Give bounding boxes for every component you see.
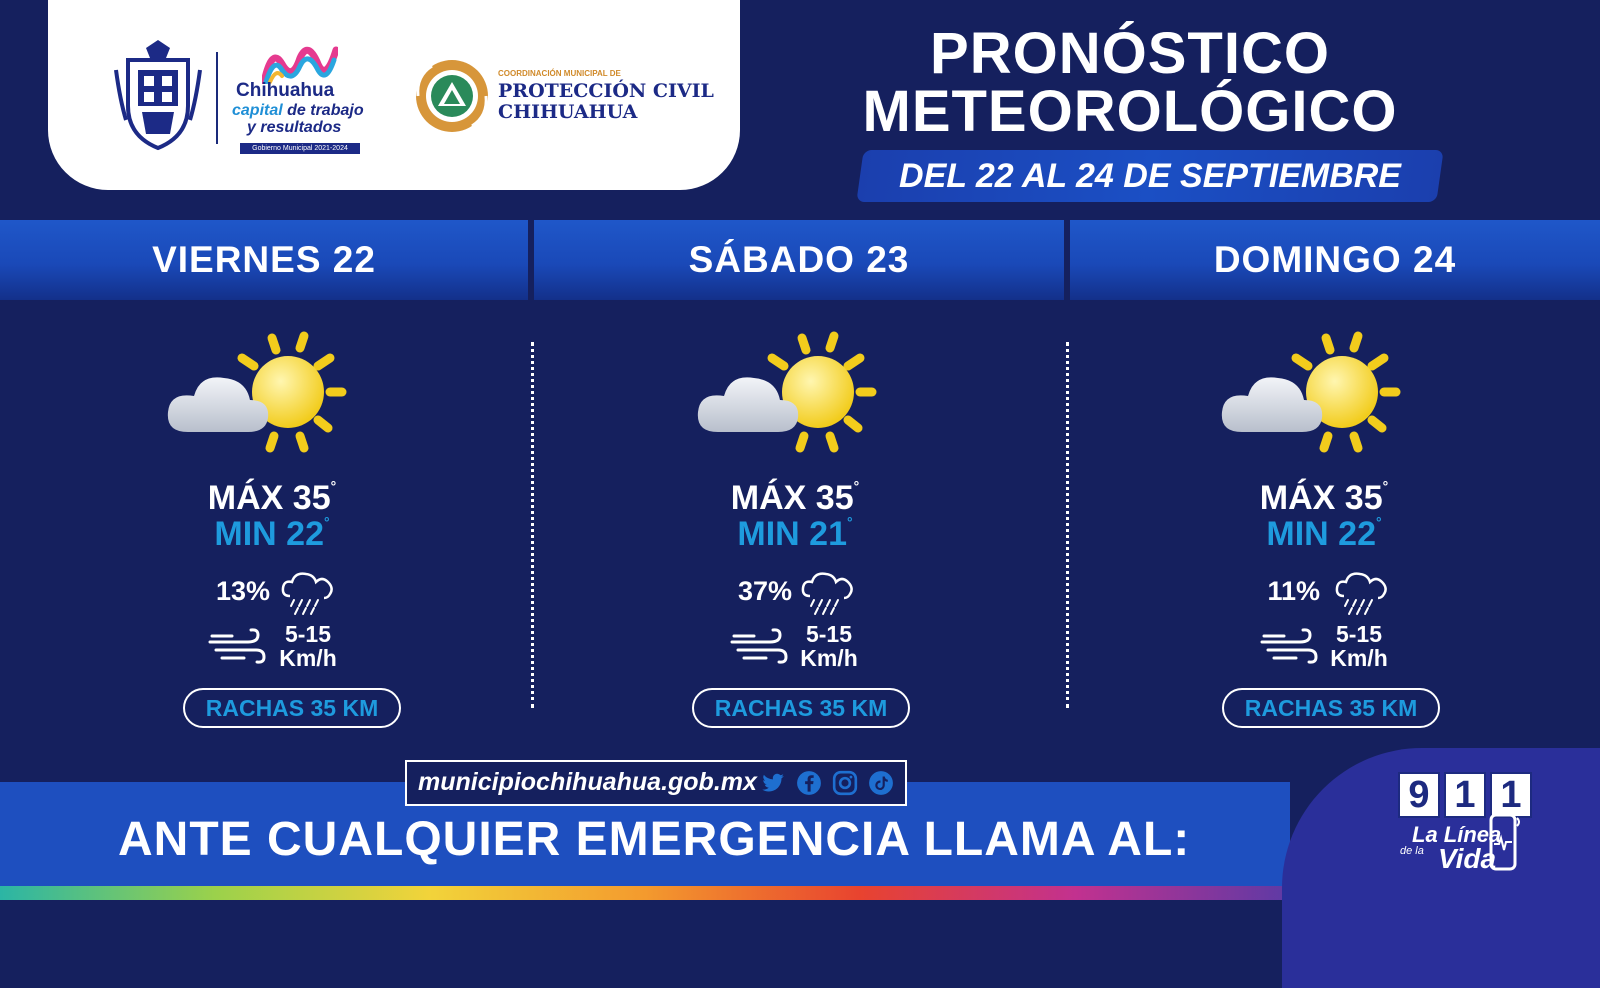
wind-unit: Km/h: [279, 645, 337, 671]
max-temp-value: MÁX 35: [1259, 479, 1383, 517]
day-header-2: SÁBADO 23: [534, 220, 1064, 300]
day-header-1: VIERNES 22: [0, 220, 528, 300]
min-temp-value: MIN 22: [214, 515, 324, 553]
logo-divider: [216, 52, 218, 144]
title-line2: METEOROLÓGICO: [862, 79, 1398, 144]
degree-symbol: °: [323, 514, 330, 530]
slogan-rest: de trabajo: [282, 102, 364, 119]
rain-cloud-icon: [800, 570, 856, 616]
partly-sunny-icon: [694, 330, 884, 472]
wind-icon: [208, 628, 266, 666]
degree-symbol: °: [1375, 514, 1382, 530]
max-temp: [645, 478, 945, 518]
partly-sunny-icon: [1218, 330, 1408, 472]
wind-icon: [1260, 628, 1318, 666]
wind-unit: Km/h: [1330, 645, 1388, 671]
column-divider: [1066, 342, 1069, 708]
wind-range: 5-15: [284, 621, 332, 647]
rain-cloud-icon: [280, 570, 336, 616]
chihuahua-gov-label: Gobierno Municipal 2021-2024: [240, 143, 360, 154]
partly-sunny-icon: [164, 330, 354, 472]
min-temp: [122, 514, 422, 554]
gusts-badge: RACHAS 35 KM: [692, 688, 910, 728]
wind-range: 5-15: [805, 621, 853, 647]
pc-name-line1: PROTECCIÓN CIVIL: [498, 80, 714, 102]
min-temp: [1174, 514, 1474, 554]
chihuahua-mountains-logo: [262, 44, 338, 84]
gusts-badge: RACHAS 35 KM: [183, 688, 401, 728]
pc-small-label: COORDINACIÓN MUNICIPAL DE: [498, 69, 621, 78]
twitter-icon[interactable]: [760, 770, 786, 796]
slogan-accent: capital: [232, 102, 283, 119]
wind-range: 5-15: [1335, 621, 1383, 647]
wind-unit: Km/h: [800, 645, 858, 671]
proteccion-civil-emblem: [412, 56, 492, 136]
facebook-icon[interactable]: [796, 770, 822, 796]
day-header-3: DOMINGO 24: [1070, 220, 1600, 300]
coat-of-arms-logo: [112, 40, 204, 152]
min-temp: [645, 514, 945, 554]
pc-name-line2: CHIHUAHUA: [498, 101, 638, 123]
chihuahua-logo-text: Chihuahua: [236, 80, 335, 101]
emergency-callout: ANTE CUALQUIER EMERGENCIA LLAMA AL:: [118, 813, 1191, 866]
tiktok-icon[interactable]: [868, 770, 894, 796]
rainbow-stripe: [0, 886, 1290, 900]
max-temp: [1174, 478, 1474, 518]
phone-icon: [1488, 812, 1522, 874]
min-temp-value: MIN 22: [1266, 515, 1376, 553]
rain-probability: 13%: [215, 576, 270, 606]
title-line1: PRONÓSTICO: [930, 21, 1330, 86]
max-temp-value: MÁX 35: [207, 479, 331, 517]
max-temp-value: MÁX 35: [730, 479, 854, 517]
gusts-badge: RACHAS 35 KM: [1222, 688, 1440, 728]
rain-cloud-icon: [1334, 570, 1390, 616]
digit-1: 1: [1444, 772, 1486, 818]
linea-text: La Línea: [1412, 822, 1502, 847]
rain-probability: 37%: [737, 576, 792, 606]
degree-symbol: °: [846, 514, 853, 530]
de-la-text: de la: [1400, 845, 1424, 857]
degree-symbol: °: [853, 478, 860, 494]
vida-text: Vida: [1438, 843, 1497, 874]
chihuahua-logo-slogan2: y resultados: [247, 119, 342, 136]
digit-1: 1: [1490, 772, 1532, 818]
degree-symbol: °: [1382, 478, 1389, 494]
website-link[interactable]: municipiochihuahua.gob.mx: [418, 768, 757, 796]
chihuahua-logo-slogan: [232, 102, 364, 120]
column-divider: [531, 342, 534, 708]
instagram-icon[interactable]: [832, 770, 858, 796]
rain-probability: 11%: [1267, 576, 1320, 606]
degree-symbol: °: [330, 478, 337, 494]
wind-icon: [730, 628, 788, 666]
digit-9: 9: [1398, 772, 1440, 818]
min-temp-value: MIN 21: [737, 515, 847, 553]
max-temp: [122, 478, 422, 518]
dates-text: DEL 22 AL 24 DE SEPTIEMBRE: [899, 157, 1401, 195]
